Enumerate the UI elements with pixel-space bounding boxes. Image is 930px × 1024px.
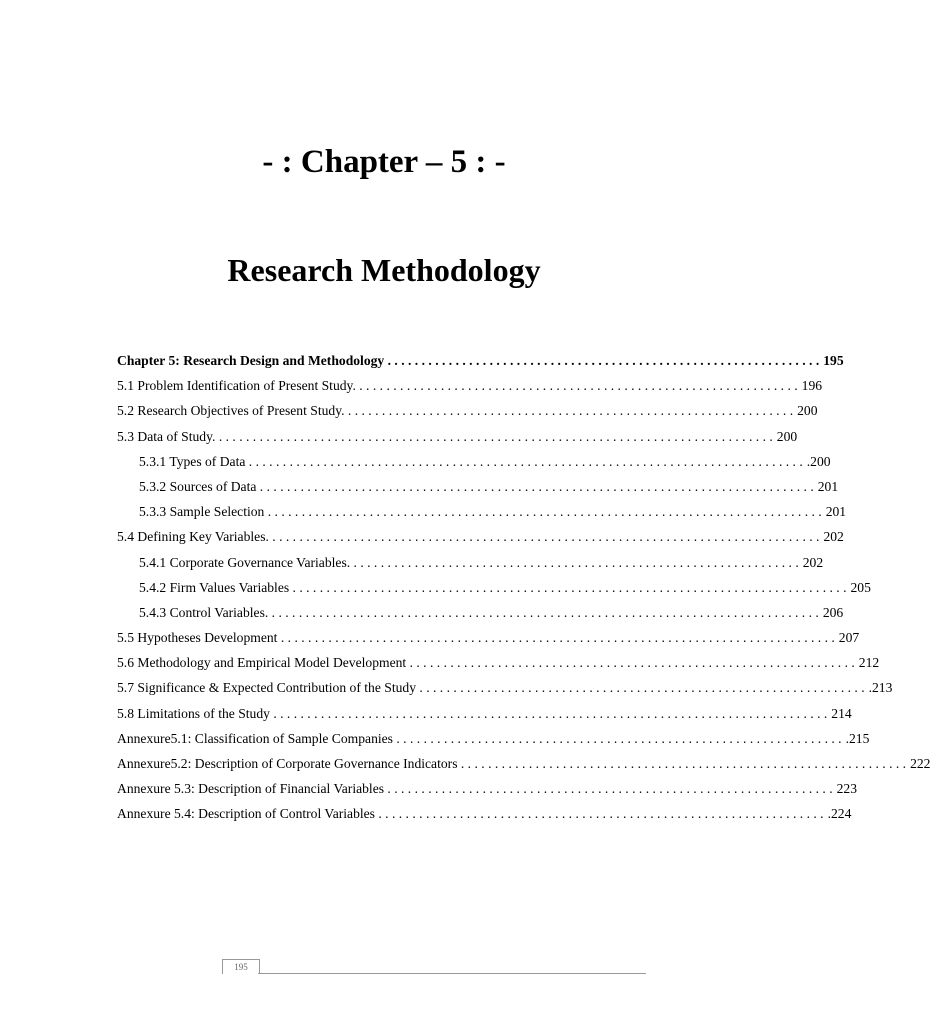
toc-entry-text: 5.3.2 Sources of Data . . . . . . . . . . . . . . . . . . . . . . . . . . . . . . . . . . . . . . . . . . . . . . . . . . . . . . . . . . . . . . . . . . . . . . . . . . . . . . . . . .: [139, 478, 814, 494]
toc-entry-5-4-1[interactable]: [117, 550, 824, 575]
toc-entry-text: 5.1 Problem Identification of Present Study. . . . . . . . . . . . . . . . . . . . . . . . . . . . . . . . . . . . . . . . . . . . . . . . . . . . . . . . . . . . . . . . . .: [117, 378, 798, 394]
toc-entry-5-3[interactable]: [117, 424, 798, 449]
toc-entry-page: 202: [802, 554, 824, 570]
toc-entry-page: .224: [827, 806, 852, 822]
toc-entry-page: 214: [831, 705, 852, 721]
toc-entry-annexure-5-3[interactable]: [117, 776, 858, 801]
toc-entry-5-3-1[interactable]: [117, 449, 831, 474]
toc-entry-page: 195: [823, 353, 844, 368]
toc-entry-page: 201: [817, 478, 839, 494]
toc-entry-text: Annexure 5.3: Description of Financial Variables . . . . . . . . . . . . . . . . . . . . . . . . . . . . . . . . . . . . . . . . . . . . . . . . . . . . . . . . . . . . . . . . . .: [117, 781, 833, 797]
toc-entry-text: Annexure5.2: Description of Corporate Governance Indicators . . . . . . . . . . . . . . . . . . . . . . . . . . . . . . . . . . . . . . . . . . . . . . . . . . . . . . . . . . . . . . . . . .: [117, 756, 907, 771]
chapter-heading: - : Chapter – 5 : -: [262, 144, 506, 180]
toc-entry-5-1[interactable]: [117, 373, 823, 398]
toc-entry-page: 222: [910, 756, 930, 771]
footer-rule: [258, 973, 646, 974]
toc-entry-text: Annexure5.1: Classification of Sample Companies . . . . . . . . . . . . . . . . . . . . . . . . . . . . . . . . . . . . . . . . . . . . . . . . . . . . . . . . . . . . . . . . . .: [117, 730, 842, 746]
toc-entry-text: 5.4 Defining Key Variables. . . . . . . . . . . . . . . . . . . . . . . . . . . . . . . . . . . . . . . . . . . . . . . . . . . . . . . . . . . . . . . . . . . . . . . . . . . . . . . . . .: [117, 529, 820, 545]
toc-entry-page: 202: [823, 529, 844, 545]
toc-entry-text: Annexure 5.4: Description of Control Variables . . . . . . . . . . . . . . . . . . . . . . . . . . . . . . . . . . . . . . . . . . . . . . . . . . . . . . . . . . . . . . . . . .: [117, 806, 824, 822]
page-number: 195: [222, 959, 260, 974]
toc-entry-5-7[interactable]: [117, 675, 893, 700]
toc-entry-text: 5.3.1 Types of Data . . . . . . . . . . . . . . . . . . . . . . . . . . . . . . . . . . . . . . . . . . . . . . . . . . . . . . . . . . . . . . . . . . . . . . . . . . . . . . . . . .: [139, 453, 803, 469]
toc-entry-5-5[interactable]: [117, 625, 860, 650]
toc-entry-chapter-5[interactable]: [117, 348, 844, 373]
toc-entry-page: 200: [776, 428, 798, 444]
toc-entry-annexure-5-1[interactable]: [117, 726, 870, 751]
toc-entry-page: 212: [858, 655, 880, 671]
toc-entry-page: 207: [838, 630, 860, 646]
toc-entry-page: .213: [868, 680, 893, 696]
toc-entry-5-4-2[interactable]: [117, 575, 871, 600]
toc-entry-text: 5.7 Significance & Expected Contribution of the Study . . . . . . . . . . . . . . . . . . . . . . . . . . . . . . . . . . . . . . . . . . . . . . . . . . . . . . . . . . . . . . . . . .: [117, 680, 865, 696]
toc-entry-text: Chapter 5: Research Design and Methodology . . . . . . . . . . . . . . . . . . . . . . . . . . . . . . . . . . . . . . . . . . . . . . . . . . . . . . . . . . . . . . . .: [117, 353, 820, 368]
toc-entry-text: 5.5 Hypotheses Development . . . . . . . . . . . . . . . . . . . . . . . . . . . . . . . . . . . . . . . . . . . . . . . . . . . . . . . . . . . . . . . . . . . . . . . . . . . . . . . . . .: [117, 630, 835, 646]
toc-entry-page: .200: [806, 453, 831, 469]
toc-entry-text: 5.2 Research Objectives of Present Study. . . . . . . . . . . . . . . . . . . . . . . . . . . . . . . . . . . . . . . . . . . . . . . . . . . . . . . . . . . . . . . . . . .: [117, 403, 794, 419]
toc-entry-annexure-5-2[interactable]: [117, 751, 930, 776]
toc-entry-5-4[interactable]: [117, 524, 844, 549]
toc-entry-annexure-5-4[interactable]: [117, 801, 852, 826]
toc-entry-5-3-3[interactable]: [117, 499, 847, 524]
toc-entry-5-6[interactable]: [117, 650, 880, 675]
toc-entry-text: 5.3.3 Sample Selection . . . . . . . . . . . . . . . . . . . . . . . . . . . . . . . . . . . . . . . . . . . . . . . . . . . . . . . . . . . . . . . . . . . . . . . . . . . . . . . . . .: [139, 504, 822, 520]
toc-entry-text: 5.3 Data of Study. . . . . . . . . . . . . . . . . . . . . . . . . . . . . . . . . . . . . . . . . . . . . . . . . . . . . . . . . . . . . . . . . . . . . . . . . . . . . . . . . . .: [117, 428, 773, 444]
toc-entry-page: 205: [850, 579, 871, 595]
toc-entry-5-4-3[interactable]: [117, 600, 844, 625]
toc-entry-page: 196: [801, 378, 823, 394]
toc-entry-text: 5.4.2 Firm Values Variables . . . . . . . . . . . . . . . . . . . . . . . . . . . . . . . . . . . . . . . . . . . . . . . . . . . . . . . . . . . . . . . . . . . . . . . . . . . . . . . . . .: [139, 579, 847, 595]
chapter-title: Research Methodology: [227, 252, 541, 288]
toc-entry-text: 5.6 Methodology and Empirical Model Development . . . . . . . . . . . . . . . . . . . . . . . . . . . . . . . . . . . . . . . . . . . . . . . . . . . . . . . . . . . . . . . . . .: [117, 655, 855, 671]
toc-entry-5-8[interactable]: [117, 701, 852, 726]
toc-entry-5-2[interactable]: [117, 398, 818, 423]
toc-entry-page: .215: [845, 730, 870, 746]
toc-entry-text: 5.4.1 Corporate Governance Variables. . . . . . . . . . . . . . . . . . . . . . . . . . . . . . . . . . . . . . . . . . . . . . . . . . . . . . . . . . . . . . . . . . .: [139, 554, 799, 570]
table-of-contents: [117, 348, 930, 827]
toc-entry-page: 201: [825, 504, 847, 520]
toc-entry-5-3-2[interactable]: [117, 474, 839, 499]
toc-entry-text: 5.4.3 Control Variables. . . . . . . . . . . . . . . . . . . . . . . . . . . . . . . . . . . . . . . . . . . . . . . . . . . . . . . . . . . . . . . . . . . . . . . . . . . . . . . . . .: [139, 604, 819, 620]
toc-entry-page: 206: [822, 604, 844, 620]
toc-entry-page: 223: [836, 781, 858, 797]
toc-entry-text: 5.8 Limitations of the Study . . . . . . . . . . . . . . . . . . . . . . . . . . . . . . . . . . . . . . . . . . . . . . . . . . . . . . . . . . . . . . . . . . . . . . . . . . . . . . . . . .: [117, 705, 828, 721]
toc-entry-page: 200: [797, 403, 818, 419]
